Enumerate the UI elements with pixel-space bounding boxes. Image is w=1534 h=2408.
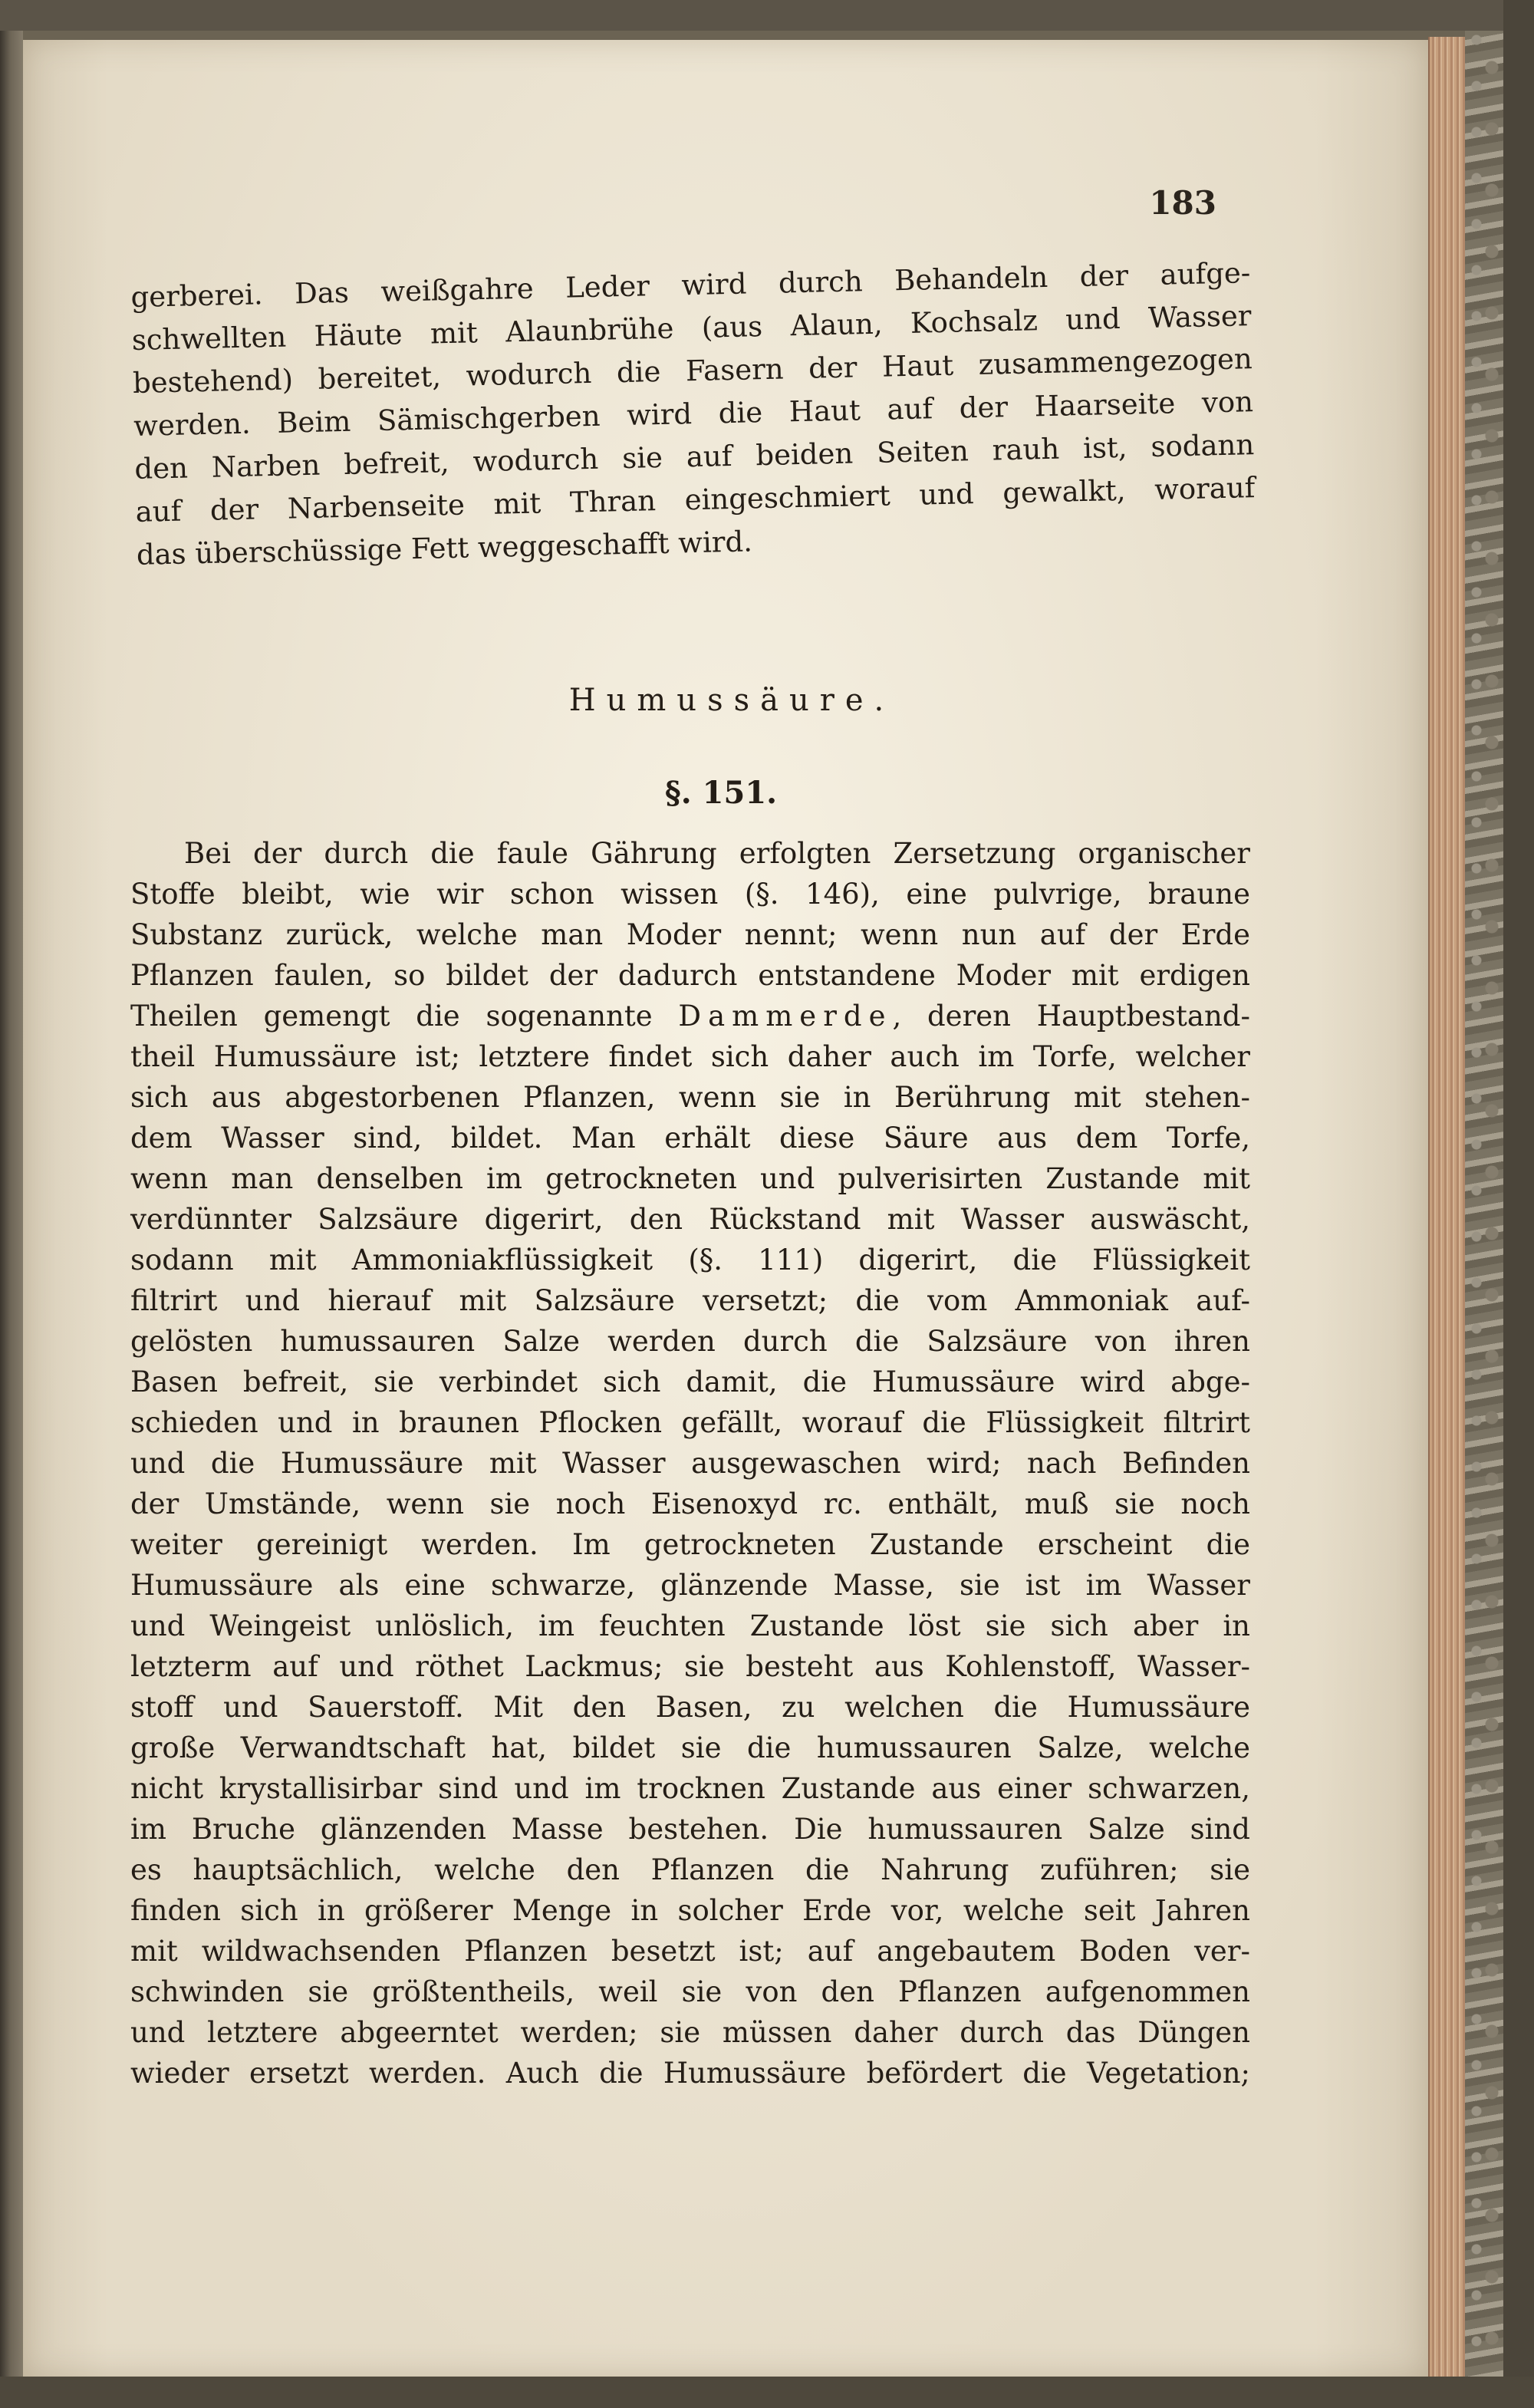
- text-line: gelösten humussauren Salze werden durch die Salzsäure von ihren: [130, 1325, 1250, 1358]
- text-line: dem Wasser sind, bildet. Man erhält diese Säure aus dem Torfe,: [130, 1122, 1250, 1155]
- text-line: schwinden sie größtentheils, weil sie von den Pflanzen aufgenommen: [130, 1975, 1250, 2008]
- text-line: den Narben befreit, wodurch sie auf beiden Seiten rauh ist, sodann: [134, 428, 1255, 486]
- text-line: und letztere abgeerntet werden; sie müssen daher durch das Düngen: [130, 2016, 1250, 2049]
- text-line: gerberei. Das weißgahre Leder wird durch Behandeln der aufge-: [130, 256, 1251, 314]
- text-line: Basen befreit, sie verbindet sich damit, die Humussäure wird abge-: [130, 1365, 1250, 1398]
- text-line: Humussäure als eine schwarze, glänzende Masse, sie ist im Wasser: [130, 1569, 1250, 1602]
- page-block-edge: [1428, 37, 1467, 2380]
- text-line: Substanz zurück, welche man Moder nennt; wenn nun auf der Erde: [130, 918, 1250, 951]
- cover-board: [1503, 0, 1534, 2408]
- text-line: nicht krystallisirbar sind und im trocknen Zustande aus einer schwarzen,: [130, 1772, 1250, 1805]
- text-line: theil Humussäure ist; letztere findet sich daher auch im Torfe, welcher: [130, 1040, 1250, 1073]
- previous-page-edge: [0, 31, 26, 2378]
- text-run: , deren Hauptbestand-: [892, 1000, 1250, 1033]
- text-run: Theilen gemengt die sogenannte: [130, 1000, 653, 1033]
- text-line: werden. Beim Sämischgerben wird die Haut auf der Haarseite von: [133, 385, 1254, 443]
- text-line: und die Humussäure mit Wasser ausgewaschen wird; nach Befinden: [130, 1447, 1250, 1480]
- text-line: Pflanzen faulen, so bildet der dadurch entstandene Moder mit erdigen: [130, 959, 1250, 992]
- page-number: 183: [1149, 184, 1216, 222]
- text-line: Stoffe bleibt, wie wir schon wissen (§. 146), eine pulvrige, braune: [130, 878, 1250, 911]
- text-line: das überschüssige Fett weggeschafft wird.: [136, 525, 753, 572]
- emphasized-term: Dammerde: [678, 1000, 893, 1033]
- text-line: weiter gereinigt werden. Im getrockneten Zustande erscheint die: [130, 1528, 1250, 1561]
- background-bottom: [0, 2377, 1534, 2408]
- text-line: wenn man denselben im getrockneten und pulverisirten Zustande mit: [130, 1162, 1250, 1195]
- text-line: wieder ersetzt werden. Auch die Humussäure befördert die Vegetation;: [130, 2057, 1250, 2090]
- text-line: sodann mit Ammoniakflüssigkeit (§. 111) digerirt, die Flüssigkeit: [130, 1244, 1250, 1276]
- text-line: es hauptsächlich, welche den Pflanzen die Nahrung zuführen; sie: [130, 1853, 1250, 1886]
- text-line: stoff und Sauerstoff. Mit den Basen, zu welchen die Humussäure: [130, 1691, 1250, 1724]
- text-line: der Umstände, wenn sie noch Eisenoxyd rc. enthält, muß sie noch: [130, 1487, 1250, 1520]
- text-line: auf der Narbenseite mit Thran eingeschmiert und gewalkt, worauf: [135, 471, 1256, 529]
- paragraph-tanning-continuation: [130, 252, 1256, 577]
- text-line: letzterm auf und röthet Lackmus; sie besteht aus Kohlenstoff, Wasser-: [130, 1650, 1250, 1683]
- text-line: und Weingeist unlöslich, im feuchten Zustande löst sie sich aber in: [130, 1609, 1250, 1642]
- text-line: im Bruche glänzenden Masse bestehen. Die humussauren Salze sind: [130, 1813, 1250, 1846]
- text-line: Bei der durch die faule Gährung erfolgten Zersetzung organischer: [184, 837, 1250, 870]
- text-line: bestehend) bereitet, wodurch die Fasern der Haut zusammengezogen: [132, 342, 1253, 400]
- text-line: [130, 996, 1250, 1036]
- text-line: sich aus abgestorbenen Pflanzen, wenn sie in Berührung mit stehen-: [130, 1081, 1250, 1114]
- text-line: große Verwandtschaft hat, bildet sie die humussauren Salze, welche: [130, 1731, 1250, 1764]
- marbled-cover: [1465, 31, 1503, 2386]
- paragraph-humic-acid: [130, 833, 1250, 2093]
- text-line: finden sich in größerer Menge in solcher Erde vor, welche seit Jahren: [130, 1894, 1250, 1927]
- text-line: schwellten Häute mit Alaunbrühe (aus Alaun, Kochsalz und Wasser: [131, 299, 1252, 357]
- section-heading: Humussäure.: [568, 683, 895, 718]
- text-line: filtrirt und hierauf mit Salzsäure versetzt; die vom Ammoniak auf-: [130, 1284, 1250, 1317]
- text-line: verdünnter Salzsäure digerirt, den Rückstand mit Wasser auswäscht,: [130, 1203, 1250, 1236]
- section-number: §. 151.: [664, 775, 778, 811]
- text-line: schieden und in braunen Pflocken gefällt, worauf die Flüssigkeit filtrirt: [130, 1406, 1250, 1439]
- text-line: mit wildwachsenden Pflanzen besetzt ist; auf angebautem Boden ver-: [130, 1935, 1250, 1968]
